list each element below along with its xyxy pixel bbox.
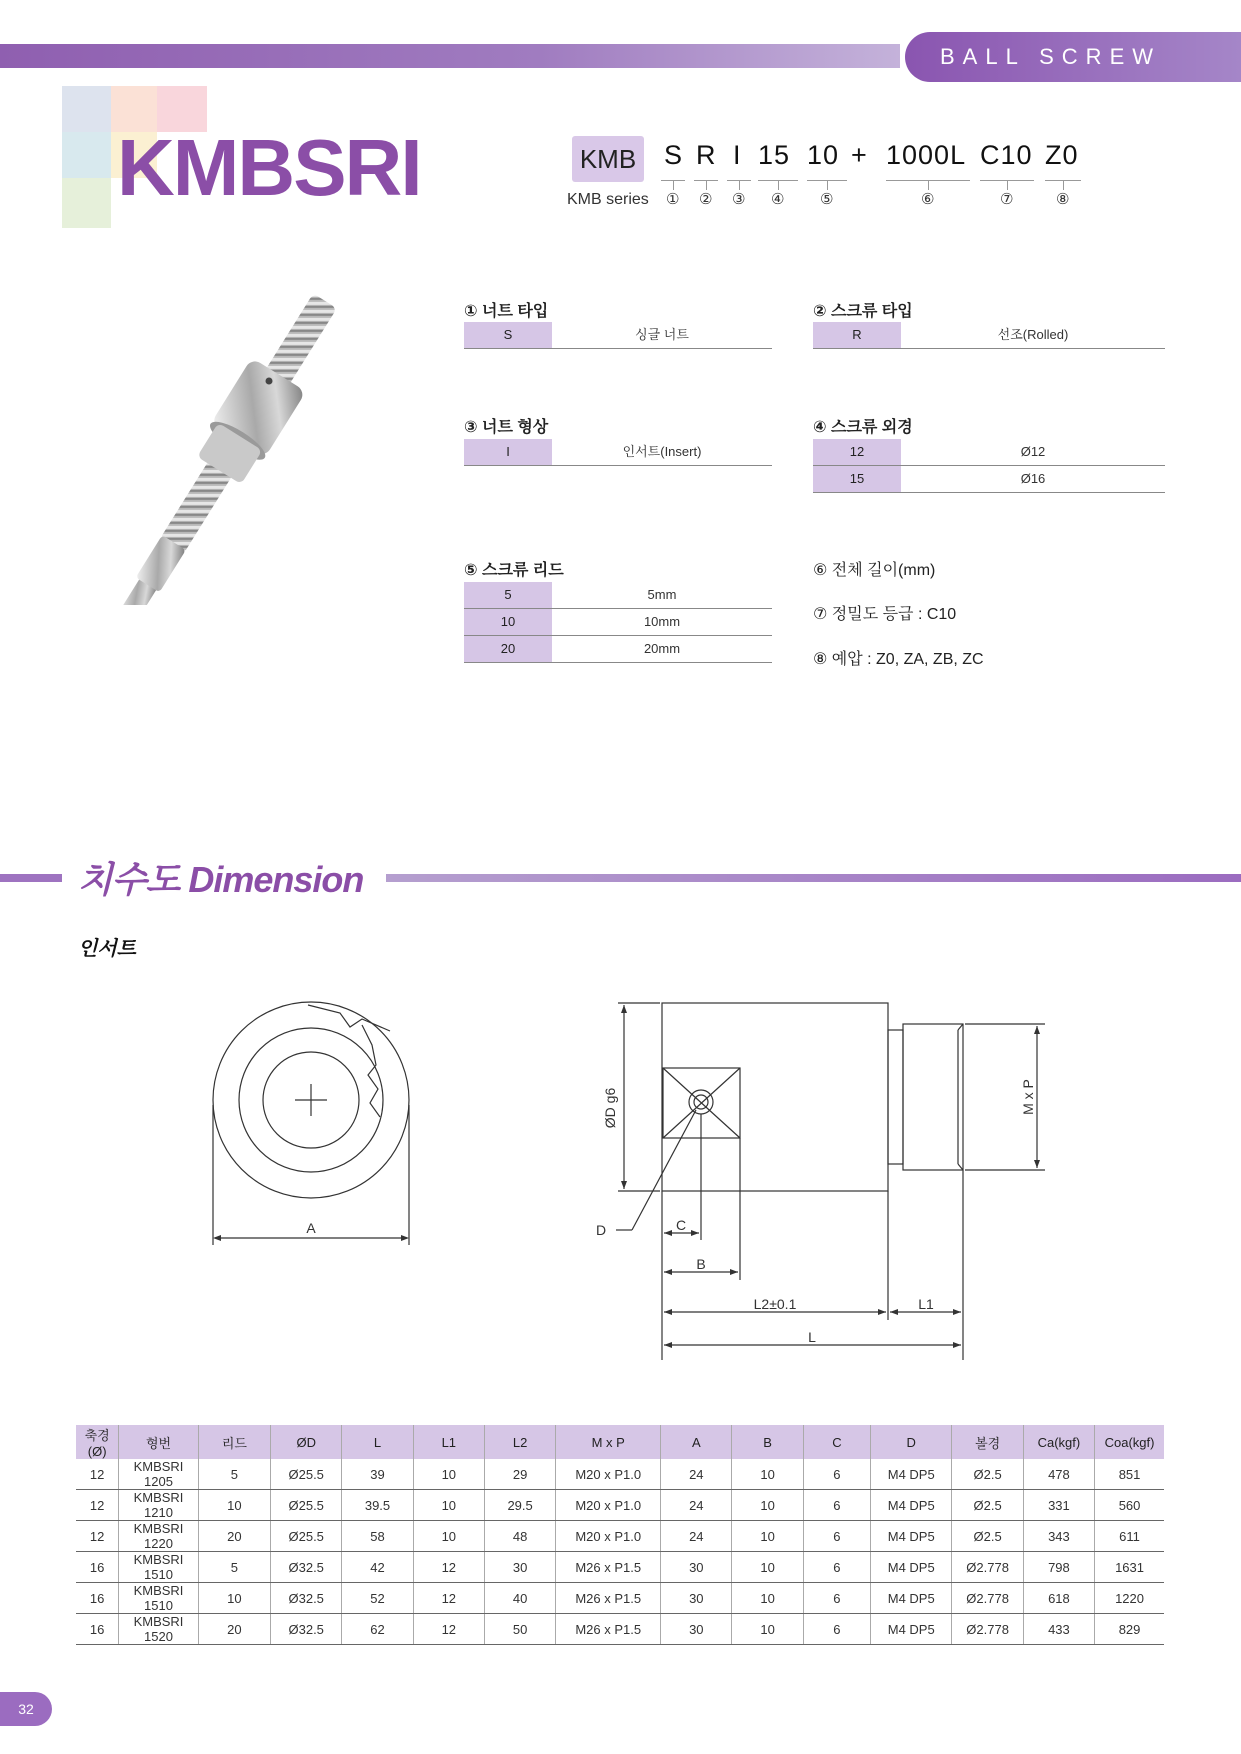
spec-cell: 6 bbox=[803, 1490, 870, 1521]
spec-row bbox=[76, 1583, 1164, 1614]
spec-cell: M26 x P1.5 bbox=[556, 1552, 661, 1583]
opt-key: 10 bbox=[464, 609, 552, 635]
spec-cell: 618 bbox=[1023, 1583, 1094, 1614]
spec-header: 리드 bbox=[198, 1425, 270, 1459]
spec-cell: 560 bbox=[1095, 1490, 1164, 1521]
spec-cell: 798 bbox=[1023, 1552, 1094, 1583]
spec-cell: 10 bbox=[732, 1490, 803, 1521]
spec-header: B bbox=[732, 1425, 803, 1459]
dim-label-b: B bbox=[696, 1256, 706, 1272]
opt-value: 싱글 너트 bbox=[635, 327, 689, 342]
spec-cell: 16 bbox=[76, 1583, 119, 1614]
spec-cell: 30 bbox=[661, 1614, 732, 1645]
spec-cell: 6 bbox=[803, 1614, 870, 1645]
spec-cell: KMBSRI 1510 bbox=[119, 1552, 198, 1583]
spec-cell: 6 bbox=[803, 1583, 870, 1614]
spec-cell: 50 bbox=[484, 1614, 555, 1645]
page-title: KMBSRI bbox=[117, 123, 421, 212]
spec-cell: 331 bbox=[1023, 1490, 1094, 1521]
opt-value: 인서트(Insert) bbox=[622, 444, 702, 459]
code-marker-3: ③ bbox=[732, 191, 746, 208]
opt-screw-type-title: ② 스크류 타입 bbox=[813, 303, 913, 320]
spec-header: 축경(Ø) bbox=[76, 1425, 119, 1459]
spec-row bbox=[76, 1459, 1164, 1490]
spec-cell: 42 bbox=[342, 1552, 413, 1583]
spec-cell: 611 bbox=[1095, 1521, 1164, 1552]
spec-cell: M4 DP5 bbox=[871, 1583, 952, 1614]
spec-cell: 851 bbox=[1095, 1459, 1164, 1490]
spec-cell: Ø2.5 bbox=[952, 1459, 1023, 1490]
code-part-nut-type: S bbox=[664, 140, 684, 170]
spec-cell: 829 bbox=[1095, 1614, 1164, 1645]
spec-header: Coa(kgf) bbox=[1095, 1425, 1164, 1459]
spec-cell: 10 bbox=[732, 1583, 803, 1614]
spec-cell: 58 bbox=[342, 1521, 413, 1552]
opt-screw-od-table bbox=[813, 439, 1165, 493]
spec-cell: 40 bbox=[484, 1583, 555, 1614]
spec-cell: 39 bbox=[342, 1459, 413, 1490]
spec-cell: Ø32.5 bbox=[271, 1614, 342, 1645]
dim-label-d: D bbox=[596, 1222, 607, 1238]
code-tick bbox=[827, 180, 828, 190]
spec-cell: 20 bbox=[198, 1521, 270, 1552]
note-preload: ⑧ 예압 : Z0, ZA, ZB, ZC bbox=[813, 651, 984, 668]
opt-row bbox=[464, 439, 772, 466]
spec-row bbox=[76, 1490, 1164, 1521]
opt-key: 12 bbox=[813, 439, 901, 465]
spec-cell: 10 bbox=[413, 1490, 484, 1521]
spec-table bbox=[76, 1425, 1164, 1645]
spec-cell: M20 x P1.0 bbox=[556, 1521, 661, 1552]
code-prefix: KMB bbox=[572, 136, 644, 182]
dim-label-c: C bbox=[675, 1217, 687, 1233]
code-marker-2: ② bbox=[699, 191, 713, 208]
spec-row bbox=[76, 1614, 1164, 1645]
dim-label-l1: L1 bbox=[918, 1296, 934, 1312]
code-part-nut-shape: I bbox=[733, 140, 742, 170]
ball-screw-product-image bbox=[55, 285, 415, 605]
code-tick bbox=[673, 180, 674, 190]
note-total-length: ⑥ 전체 길이(mm) bbox=[813, 562, 936, 579]
spec-cell: 62 bbox=[342, 1614, 413, 1645]
opt-value: Ø12 bbox=[1020, 444, 1046, 459]
opt-screw-od-title: ④ 스크류 외경 bbox=[813, 419, 913, 436]
opt-key: 15 bbox=[813, 466, 901, 492]
front-view-drawing bbox=[200, 985, 430, 1250]
opt-row bbox=[464, 636, 772, 663]
spec-cell: 12 bbox=[76, 1490, 119, 1521]
spec-cell: 16 bbox=[76, 1614, 119, 1645]
spec-cell: M4 DP5 bbox=[871, 1459, 952, 1490]
opt-row bbox=[813, 439, 1165, 466]
dim-label-mxp: M x P bbox=[1020, 1079, 1036, 1115]
spec-cell: Ø2.778 bbox=[952, 1583, 1023, 1614]
spec-cell: 1220 bbox=[1095, 1583, 1164, 1614]
code-part-plus: + bbox=[851, 140, 868, 170]
spec-cell: 10 bbox=[198, 1490, 270, 1521]
spec-cell: 16 bbox=[76, 1552, 119, 1583]
spec-cell: 5 bbox=[198, 1552, 270, 1583]
spec-cell: Ø2.5 bbox=[952, 1490, 1023, 1521]
code-tick bbox=[739, 180, 740, 190]
spec-cell: 30 bbox=[484, 1552, 555, 1583]
spec-cell: 30 bbox=[661, 1552, 732, 1583]
spec-cell: Ø25.5 bbox=[271, 1490, 342, 1521]
opt-key: I bbox=[464, 439, 552, 465]
spec-cell: M4 DP5 bbox=[871, 1521, 952, 1552]
opt-value: Ø16 bbox=[1020, 471, 1046, 486]
spec-cell: M26 x P1.5 bbox=[556, 1614, 661, 1645]
spec-header: 볼경 bbox=[952, 1425, 1023, 1459]
spec-cell: Ø2.778 bbox=[952, 1552, 1023, 1583]
code-part-diameter: 15 bbox=[758, 140, 791, 170]
opt-key: 5 bbox=[464, 582, 552, 608]
spec-cell: 10 bbox=[732, 1552, 803, 1583]
spec-cell: M20 x P1.0 bbox=[556, 1459, 661, 1490]
note-accuracy: ⑦ 정밀도 등급 : C10 bbox=[813, 606, 957, 623]
spec-header: M x P bbox=[556, 1425, 661, 1459]
opt-row bbox=[813, 322, 1165, 349]
spec-header: D bbox=[871, 1425, 952, 1459]
spec-header: L bbox=[342, 1425, 413, 1459]
spec-cell: 10 bbox=[413, 1521, 484, 1552]
spec-cell: 52 bbox=[342, 1583, 413, 1614]
code-part-screw-type: R bbox=[696, 140, 717, 170]
code-marker-7: ⑦ bbox=[1000, 191, 1014, 208]
spec-cell: 12 bbox=[413, 1552, 484, 1583]
section-title: 치수도 Dimension bbox=[78, 859, 364, 900]
dim-label-l2: L2±0.1 bbox=[753, 1296, 797, 1312]
spec-cell: 29.5 bbox=[484, 1490, 555, 1521]
code-part-preload: Z0 bbox=[1045, 140, 1079, 170]
spec-cell: 12 bbox=[413, 1614, 484, 1645]
spec-cell: KMBSRI 1520 bbox=[119, 1614, 198, 1645]
opt-row bbox=[464, 322, 772, 349]
spec-cell: KMBSRI 1510 bbox=[119, 1583, 198, 1614]
code-marker-1: ① bbox=[666, 191, 680, 208]
opt-nut-shape-table bbox=[464, 439, 772, 466]
spec-cell: 20 bbox=[198, 1614, 270, 1645]
section-rule-left bbox=[0, 874, 62, 882]
spec-cell: 10 bbox=[732, 1614, 803, 1645]
spec-cell: 24 bbox=[661, 1459, 732, 1490]
spec-cell: 48 bbox=[484, 1521, 555, 1552]
header-band bbox=[0, 44, 900, 68]
spec-cell: 10 bbox=[732, 1521, 803, 1552]
spec-header: L2 bbox=[484, 1425, 555, 1459]
opt-nut-type-title: ① 너트 타입 bbox=[464, 303, 549, 320]
opt-screw-lead-table bbox=[464, 582, 772, 663]
spec-cell: 10 bbox=[198, 1583, 270, 1614]
spec-header-row bbox=[76, 1425, 1164, 1459]
opt-value: 5mm bbox=[647, 587, 677, 602]
spec-cell: 433 bbox=[1023, 1614, 1094, 1645]
spec-cell: 39.5 bbox=[342, 1490, 413, 1521]
code-tick bbox=[1063, 180, 1064, 190]
opt-row bbox=[464, 582, 772, 609]
spec-row bbox=[76, 1552, 1164, 1583]
spec-cell: 478 bbox=[1023, 1459, 1094, 1490]
spec-cell: 30 bbox=[661, 1583, 732, 1614]
spec-cell: M4 DP5 bbox=[871, 1552, 952, 1583]
code-marker-6: ⑥ bbox=[921, 191, 935, 208]
code-tick bbox=[706, 180, 707, 190]
code-tick bbox=[928, 180, 929, 190]
category-label: BALL SCREW bbox=[940, 44, 1162, 69]
spec-cell: 12 bbox=[413, 1583, 484, 1614]
spec-cell: 6 bbox=[803, 1552, 870, 1583]
spec-cell: 5 bbox=[198, 1459, 270, 1490]
section-subtitle: 인서트 bbox=[78, 938, 136, 960]
spec-cell: 29 bbox=[484, 1459, 555, 1490]
spec-cell: 12 bbox=[76, 1521, 119, 1552]
code-part-length: 1000L bbox=[886, 140, 967, 170]
spec-cell: Ø32.5 bbox=[271, 1583, 342, 1614]
dim-label-od: ØD g6 bbox=[602, 1087, 618, 1129]
spec-cell: M4 DP5 bbox=[871, 1490, 952, 1521]
opt-screw-type-table bbox=[813, 322, 1165, 349]
spec-cell: Ø2.5 bbox=[952, 1521, 1023, 1552]
spec-cell: 6 bbox=[803, 1459, 870, 1490]
opt-nut-type-table bbox=[464, 322, 772, 349]
spec-cell: Ø25.5 bbox=[271, 1459, 342, 1490]
spec-cell: 24 bbox=[661, 1490, 732, 1521]
page-number: 32 bbox=[0, 1692, 52, 1726]
spec-cell: KMBSRI 1210 bbox=[119, 1490, 198, 1521]
spec-cell: KMBSRI 1205 bbox=[119, 1459, 198, 1490]
opt-value: 20mm bbox=[643, 641, 681, 656]
spec-cell: M26 x P1.5 bbox=[556, 1583, 661, 1614]
spec-row bbox=[76, 1521, 1164, 1552]
code-part-lead: 10 bbox=[807, 140, 840, 170]
spec-cell: 24 bbox=[661, 1521, 732, 1552]
spec-header: C bbox=[803, 1425, 870, 1459]
side-view-drawing bbox=[590, 990, 1060, 1360]
section-rule-right bbox=[386, 874, 1241, 882]
spec-header: 형번 bbox=[119, 1425, 198, 1459]
opt-row bbox=[464, 609, 772, 636]
opt-nut-shape-title: ③ 너트 형상 bbox=[464, 419, 549, 436]
spec-cell: 343 bbox=[1023, 1521, 1094, 1552]
opt-screw-lead-title: ⑤ 스크류 리드 bbox=[464, 562, 564, 579]
opt-value: 10mm bbox=[643, 614, 681, 629]
spec-cell: 12 bbox=[76, 1459, 119, 1490]
spec-cell: 10 bbox=[413, 1459, 484, 1490]
opt-row bbox=[813, 466, 1165, 493]
spec-header: A bbox=[661, 1425, 732, 1459]
spec-header: L1 bbox=[413, 1425, 484, 1459]
spec-cell: 1631 bbox=[1095, 1552, 1164, 1583]
opt-key: S bbox=[464, 322, 552, 348]
spec-cell: KMBSRI 1220 bbox=[119, 1521, 198, 1552]
spec-cell: M4 DP5 bbox=[871, 1614, 952, 1645]
code-part-accuracy: C10 bbox=[980, 140, 1033, 170]
opt-value: 선조(Rolled) bbox=[997, 327, 1069, 342]
spec-cell: 6 bbox=[803, 1521, 870, 1552]
spec-header: Ca(kgf) bbox=[1023, 1425, 1094, 1459]
code-marker-4: ④ bbox=[771, 191, 785, 208]
spec-header: ØD bbox=[271, 1425, 342, 1459]
code-marker-8: ⑧ bbox=[1056, 191, 1070, 208]
spec-cell: 10 bbox=[732, 1459, 803, 1490]
code-marker-5: ⑤ bbox=[820, 191, 834, 208]
spec-cell: Ø32.5 bbox=[271, 1552, 342, 1583]
spec-cell: M20 x P1.0 bbox=[556, 1490, 661, 1521]
code-tick bbox=[1007, 180, 1008, 190]
opt-key: R bbox=[813, 322, 901, 348]
spec-cell: Ø25.5 bbox=[271, 1521, 342, 1552]
code-prefix-label: KMB series bbox=[567, 191, 649, 208]
opt-key: 20 bbox=[464, 636, 552, 662]
code-tick bbox=[778, 180, 779, 190]
dim-label-a: A bbox=[306, 1220, 316, 1236]
dim-label-l: L bbox=[808, 1329, 816, 1345]
spec-cell: Ø2.778 bbox=[952, 1614, 1023, 1645]
